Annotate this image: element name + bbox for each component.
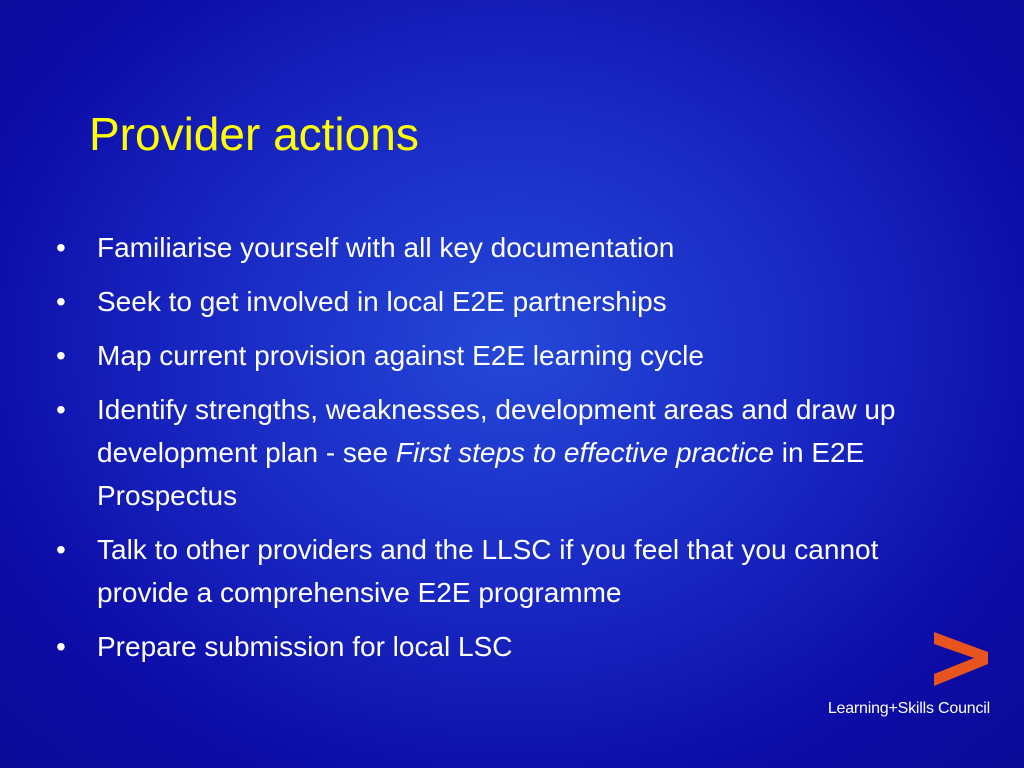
bullet-text: Familiarise yourself with all key documentation [97,232,675,263]
bullet-text: in E2E Prospectus [97,437,865,511]
list-item [56,334,956,377]
bullet-dot: • [56,340,66,371]
slide-title: Provider actions [89,108,419,160]
bullet-text: Prepare submission for local LSC [97,631,513,662]
bullet-dot: • [56,394,66,425]
list-item [56,226,956,269]
list-item [56,280,956,323]
logo-text: Learning+Skills Council [827,700,990,717]
bullet-dot: • [56,286,66,317]
chevron-right-icon [930,630,990,688]
bullet-list [56,226,956,668]
list-item [56,388,956,517]
list-item [56,528,956,614]
bullet-text: Map current provision against E2E learning cycle [97,340,704,371]
bullet-dot: • [56,232,66,263]
bullet-text: Identify strengths, weaknesses, development areas and draw up development plan - see [97,394,896,468]
bullet-text: Seek to get involved in local E2E partnerships [97,286,667,317]
bullet-text-italic: First steps to effective practice [395,437,774,468]
bullet-dot: • [56,534,66,565]
lsc-logo [810,630,990,720]
bullet-dot: • [56,631,66,662]
bullet-text: Talk to other providers and the LLSC if you feel that you cannot provide a comprehensive E2E programme [97,534,879,608]
